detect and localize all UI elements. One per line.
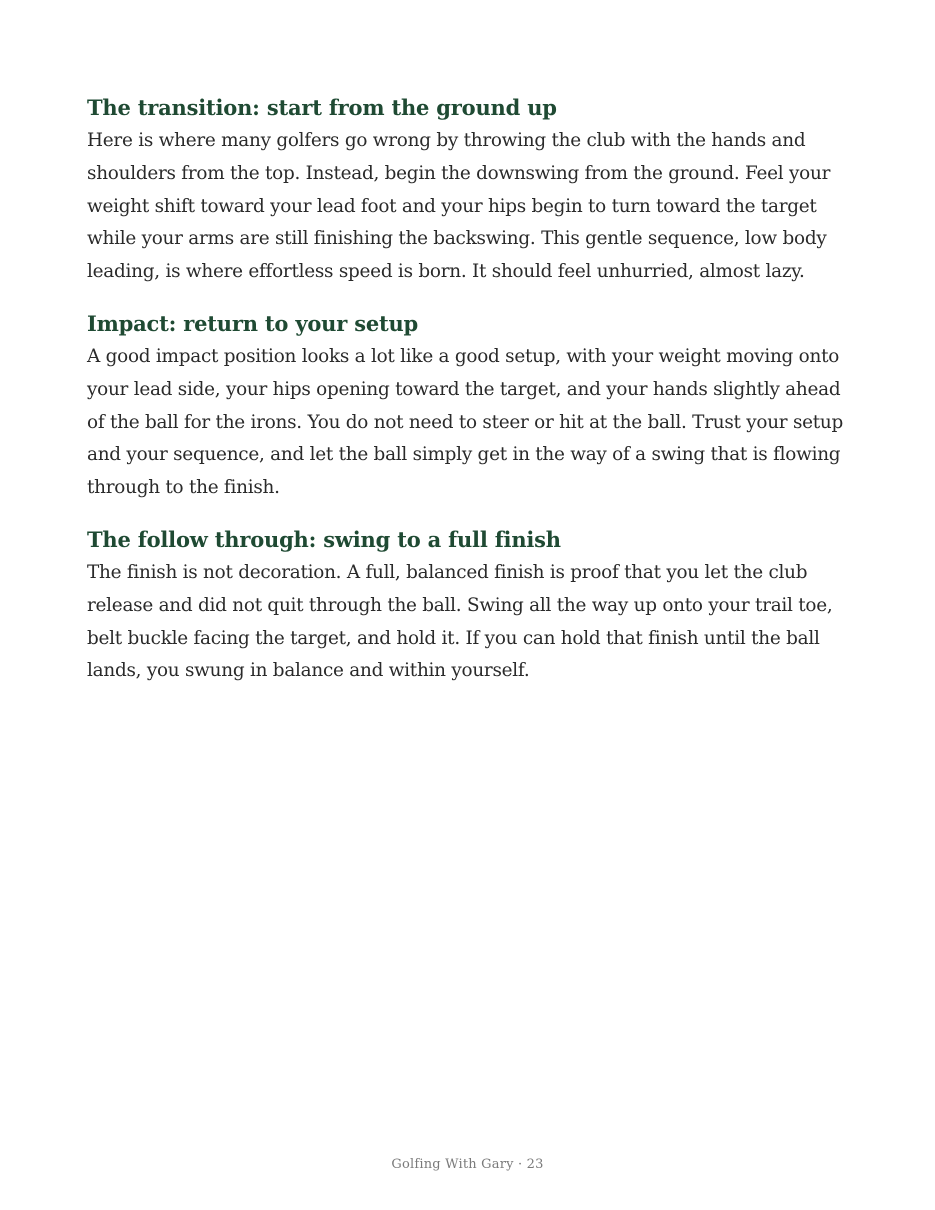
section-paragraph: The finish is not decoration. A full, balanced finish is proof that you let the club release and did not quit through the ball. Swing all the way up onto your trail toe, belt buckle facing the target, and hold it. If you can hold that finish until the ball lands, you swung in balance and within yourself.	[87, 561, 833, 682]
section-transition	[87, 92, 847, 289]
section-impact	[87, 308, 847, 505]
section-heading: The transition: start from the ground up	[87, 95, 557, 120]
section-follow-through	[87, 524, 847, 688]
page-content	[87, 92, 847, 707]
section-heading: The follow through: swing to a full finish	[87, 526, 561, 552]
section-paragraph: A good impact position looks a lot like a good setup, with your weight moving onto your lead side, your hips opening toward the target, and your hands slightly ahead of the ball for the irons. You do not need to steer or hit at the ball. Trust your setup and your sequence, and let the ball simply get in the way of a swing that is flowing through to the finish.	[87, 345, 844, 499]
section-paragraph: Here is where many golfers go wrong by throwing the club with the hands and shoulders from the top. Instead, begin the downswing from the ground. Feel your weight shift toward your lead foot and your hips begin to turn toward the target while your arms are still finishing the backswing. This gentle sequence, low body leading, is where effortless speed is born. It should feel unhurried, almost lazy.	[87, 130, 831, 283]
section-heading: Impact: return to your setup	[87, 310, 419, 336]
page-footer: Golfing With Gary · 23	[391, 1157, 544, 1172]
